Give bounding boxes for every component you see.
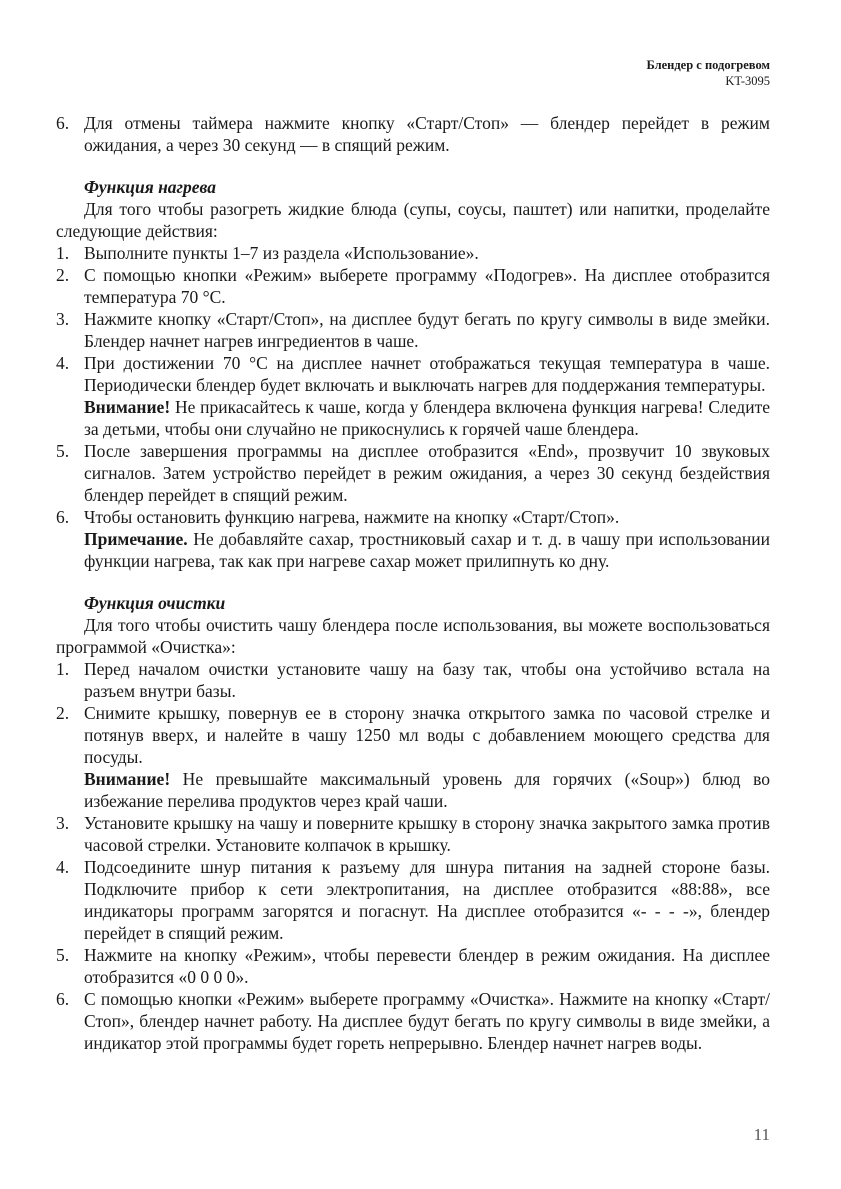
page-number: 11 (753, 1125, 770, 1144)
page-header (646, 57, 770, 89)
warning-text: Не прикасайтесь к чаше, когда у блендера включена функция нагрева! Следите за детьми, чтобы они случайно не прикоснулись к горячей чаше блендера. (84, 397, 770, 439)
item-number: 5. (56, 945, 70, 965)
item-text: Перед началом очистки установите чашу на базу так, чтобы она устойчиво встала на разъем внутри базы. (84, 659, 770, 701)
item-text: Выполните пункты 1–7 из раздела «Использование». (84, 243, 479, 263)
section-heading-cleaning: Функция очистки (84, 593, 226, 613)
note-label: Примечание. (84, 529, 188, 549)
item-number: 2. (56, 703, 70, 723)
list-item (56, 440, 770, 506)
item-text: Чтобы остановить функцию нагрева, нажмите на кнопку «Старт/Стоп». (84, 507, 620, 527)
item-text: Снимите крышку, повернув ее в сторону значка открытого замка по часовой стрелке и потянув вверх, и налейте в чашу 1250 мл воды с добавлением моющего средства для посуды. (84, 703, 770, 767)
warning-label: Внимание! (84, 769, 171, 789)
item-number: 4. (56, 353, 70, 373)
item-number: 6. (56, 989, 70, 1009)
item-text: При достижении 70 °С на дисплее начнет отображаться текущая температура в чаше. Периодически блендер будет включать и выключать нагрев для поддержания температуры. (84, 353, 770, 395)
product-title: Блендер с подогревом (646, 58, 770, 72)
item-number: 6. (56, 507, 70, 527)
item-text: С помощью кнопки «Режим» выберете программу «Очистка». Нажмите на кнопку «Старт/Стоп», блендер начнет работу. На дисплее будут бегать по кругу символы в виде змейки, а индикатор этой программы будет гореть непрерывно. Блендер начнет нагрев воды. (84, 989, 770, 1053)
list-item (56, 264, 770, 308)
note-text: Не добавляйте сахар, тростниковый сахар и т. д. в чашу при использовании функции нагрева, так как при нагреве сахар может прилипнуть ко дну. (84, 529, 770, 571)
list-item (56, 112, 770, 156)
item-text: Подсоедините шнур питания к разъему для шнура питания на задней стороне базы. Подключите прибор к сети электропитания, на дисплее отобразится «88:88», все индикаторы программ загорятся и погаснут. На дисплее отобразится «- - - -», блендер перейдет в спящий режим. (84, 857, 770, 943)
item-text: Для отмены таймера нажмите кнопку «Старт/Стоп» — блендер перейдет в режим ожидания, а через 30 секунд — в спящий режим. (84, 113, 770, 155)
page-content (56, 112, 770, 1054)
item-text: Нажмите кнопку «Старт/Стоп», на дисплее будут бегать по кругу символы в виде змейки. Блендер начнет нагрев ингредиентов в чаше. (84, 309, 770, 351)
list-item (56, 856, 770, 944)
warning-text: Не превышайте максимальный уровень для горячих («Soup») блюд во избежание перелива продуктов через край чаши. (84, 769, 770, 811)
list-item (56, 812, 770, 856)
list-item (56, 658, 770, 702)
warning-note (56, 396, 770, 440)
list-item (56, 506, 770, 528)
list-item (56, 352, 770, 396)
item-text: Нажмите на кнопку «Режим», чтобы перевести блендер в режим ожидания. На дисплее отобразится «0 0 0 0». (84, 945, 770, 987)
model-number: KT-3095 (725, 74, 770, 88)
item-number: 6. (56, 113, 70, 133)
item-text: С помощью кнопки «Режим» выберете программу «Подогрев». На дисплее отобразится температура 70 °С. (84, 265, 770, 307)
list-item (56, 988, 770, 1054)
item-number: 4. (56, 857, 70, 877)
item-number: 3. (56, 309, 70, 329)
item-number: 2. (56, 265, 70, 285)
item-number: 3. (56, 813, 70, 833)
remark-note (56, 528, 770, 572)
list-item (56, 242, 770, 264)
item-text: Установите крышку на чашу и поверните крышку в сторону значка закрытого замка против часовой стрелки. Установите колпачок в крышку. (84, 813, 770, 855)
item-text: После завершения программы на дисплее отобразится «End», прозвучит 10 звуковых сигналов. Затем устройство перейдет в режим ожидания, а через 30 секунд бездействия блендер перейдет в спящий режим. (84, 441, 770, 505)
list-item (56, 944, 770, 988)
list-item (56, 308, 770, 352)
section-intro-heating: Для того чтобы разогреть жидкие блюда (супы, соусы, паштет) или напитки, проделайте следующие действия: (56, 199, 770, 241)
warning-note (56, 768, 770, 812)
item-number: 1. (56, 659, 70, 679)
item-number: 5. (56, 441, 70, 461)
warning-label: Внимание! (84, 397, 171, 417)
section-heading-heating: Функция нагрева (84, 177, 216, 197)
section-intro-cleaning: Для того чтобы очистить чашу блендера после использования, вы можете воспользоваться программой «Очистка»: (56, 615, 770, 657)
list-item (56, 702, 770, 768)
item-number: 1. (56, 243, 70, 263)
